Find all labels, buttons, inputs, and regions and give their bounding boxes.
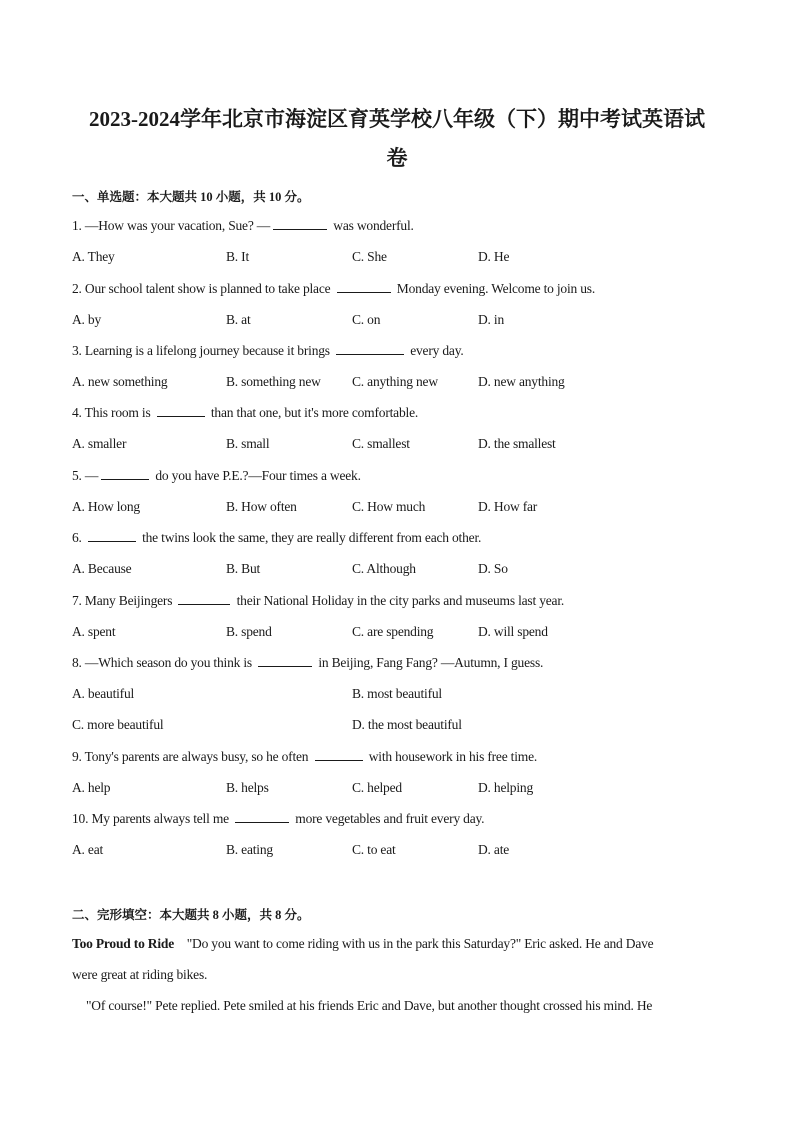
answer-blank (258, 655, 312, 667)
question-2: 2. Our school talent show is planned to take place Monday evening. Welcome to join us. (72, 281, 596, 296)
option-10c: C. to eat (352, 842, 396, 857)
option-3b: B. something new (226, 374, 321, 389)
option-8d: D. the most beautiful (352, 717, 462, 732)
option-5c: C. How much (352, 499, 426, 514)
option-4d: D. the smallest (478, 436, 556, 451)
option-7c: C. are spending (352, 624, 434, 639)
option-7d: D. will spend (478, 624, 548, 639)
question-3: 3. Learning is a lifelong journey because it brings every day. (72, 343, 464, 358)
answer-blank (235, 811, 289, 823)
question-8: 8. —Which season do you think is in Beijing, Fang Fang? —Autumn, I guess. (72, 655, 544, 670)
question-4: 4. This room is than that one, but it's more comfortable. (72, 405, 419, 420)
option-10d: D. ate (478, 842, 510, 857)
question-10: 10. My parents always tell me more vegetables and fruit every day. (72, 811, 485, 826)
option-6a: A. Because (72, 561, 132, 576)
option-9d: D. helping (478, 780, 533, 795)
option-10b: B. eating (226, 842, 273, 857)
option-3d: D. new anything (478, 374, 565, 389)
question-6: 6. the twins look the same, they are really different from each other. (72, 530, 482, 545)
option-8b: B. most beautiful (352, 686, 442, 701)
option-7b: B. spend (226, 624, 272, 639)
question-9: 9. Tony's parents are always busy, so he often with housework in his free time. (72, 749, 538, 764)
story-title: Too Proud to Ride (72, 936, 174, 951)
question-1: 1. —How was your vacation, Sue? — was wonderful. (72, 218, 414, 233)
option-4b: B. small (226, 436, 270, 451)
question-5: 5. — do you have P.E.?—Four times a week. (72, 468, 361, 483)
option-5d: D. How far (478, 499, 538, 514)
option-4a: A. smaller (72, 436, 127, 451)
option-1a: A. They (72, 249, 115, 264)
option-8c: C. more beautiful (72, 717, 164, 732)
option-8a: A. beautiful (72, 686, 135, 701)
answer-blank (178, 593, 230, 605)
option-6c: C. Although (352, 561, 416, 576)
answer-blank (315, 749, 363, 761)
answer-blank (337, 281, 391, 293)
option-9b: B. helps (226, 780, 269, 795)
document-title-line2: 卷 (386, 146, 408, 170)
option-2c: C. on (352, 312, 381, 327)
option-1d: D. He (478, 249, 510, 264)
option-6b: B. But (226, 561, 261, 576)
option-9a: A. help (72, 780, 111, 795)
answer-blank (157, 405, 205, 417)
passage-paragraph-2: "Of course!" Pete replied. Pete smiled at his friends Eric and Dave, but another thought crossed his mind. He (86, 998, 653, 1013)
option-2b: B. at (226, 312, 251, 327)
option-5b: B. How often (226, 499, 297, 514)
option-2a: A. by (72, 312, 101, 327)
option-9c: C. helped (352, 780, 402, 795)
option-3a: A. new something (72, 374, 168, 389)
option-7a: A. spent (72, 624, 116, 639)
option-5a: A. How long (72, 499, 140, 514)
answer-blank (88, 530, 136, 542)
option-4c: C. smallest (352, 436, 410, 451)
answer-blank (336, 343, 404, 355)
option-1c: C. She (352, 249, 387, 264)
passage-paragraph-1-cont: were great at riding bikes. (72, 967, 208, 982)
option-6d: D. So (478, 561, 508, 576)
answer-blank (273, 218, 327, 230)
option-2d: D. in (478, 312, 505, 327)
question-7: 7. Many Beijingers their National Holiday in the city parks and museums last year. (72, 593, 565, 608)
answer-blank (101, 468, 149, 480)
section2-heading: 二、完形填空：本大题共 8 小题，共 8 分。 (72, 908, 310, 922)
option-1b: B. It (226, 249, 250, 264)
section1-heading: 一、单选题：本大题共 10 小题，共 10 分。 (72, 190, 310, 204)
passage-paragraph-1: Too Proud to Ride "Do you want to come riding with us in the park this Saturday?" Eric asked. He and Dave (72, 936, 654, 951)
document-title-line1: 2023-2024学年北京市海淀区育英学校八年级（下）期中考试英语试 (89, 107, 705, 131)
option-10a: A. eat (72, 842, 104, 857)
option-3c: C. anything new (352, 374, 438, 389)
